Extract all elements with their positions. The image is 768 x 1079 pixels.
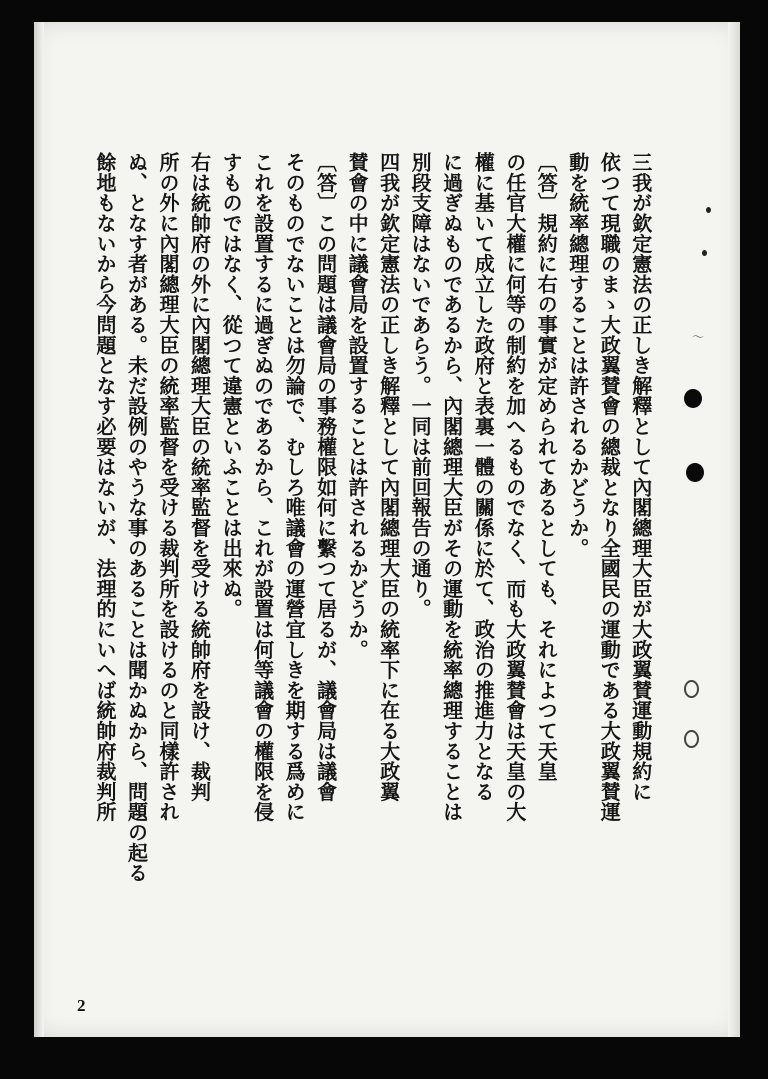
text-column: これを設置するに過ぎぬのであるから、これが設置は何等議會の權限を侵 xyxy=(250,152,275,822)
text-column: 依つて現職のまゝ大政翼賛會の總裁となり全國民の運動である大政翼賛運 xyxy=(597,152,622,822)
text-column: 〔答〕この問題は議會局の事務權限如何に繫つて居るが、議會局は議會 xyxy=(313,152,338,802)
document-page xyxy=(34,22,740,1037)
text-column: 別段支障はないであらう。一同は前回報告の通り。 xyxy=(408,152,433,619)
page-number: 2 xyxy=(77,996,86,1015)
text-column: 〔答〕規約に右の事實が定められてあるとしても、それによつて天皇 xyxy=(534,152,559,782)
text-column: 三我が欽定憲法の正しき解釋として內閣總理大臣が大政翼賛運動規約に xyxy=(628,152,653,802)
text-column: ぬ、となす者がある。未だ設例のやうな事のあることは聞かぬから、問題の起る xyxy=(124,152,149,883)
punch-hole-ring xyxy=(684,680,699,698)
page-edge-left xyxy=(34,22,44,1037)
text-column: 賛會の中に議會局を設置することは許されるかどうか。 xyxy=(345,152,370,660)
text-column: 右は統帥府の外に內閣總理大臣の統率監督を受ける統帥府を設け、裁判 xyxy=(187,152,212,802)
page-edge-right xyxy=(728,22,740,1037)
margin-mark xyxy=(702,250,707,256)
text-column: に過ぎぬものであるから、內閣總理大臣がその運動を統率總理することは xyxy=(439,152,464,822)
margin-mark xyxy=(706,207,711,213)
punch-hole xyxy=(686,463,704,482)
text-column: 四我が欽定憲法の正しき解釋として內閣總理大臣の統率下に在る大政翼 xyxy=(376,152,401,802)
text-column: すものではなく、從つて違憲といふことは出來ぬ。 xyxy=(219,152,244,619)
punch-hole-ring xyxy=(684,730,699,748)
text-column: 所の外に內閣總理大臣の統率監督を受ける裁判所を設けるのと同樣許され xyxy=(156,152,181,822)
text-column: 餘地もないから今問題となす必要はないが、法理的にいへば統帥府裁判所 xyxy=(93,152,117,822)
text-column: そのものでないことは勿論で、むしろ唯議會の運營宜しきを期する爲めに xyxy=(282,152,307,822)
margin-scribble: 〜 xyxy=(692,330,705,344)
text-column: 權に基いて成立した政府と表裏一體の關係に於て、政治の推進力となる xyxy=(471,152,496,802)
vertical-text-body xyxy=(94,152,654,1012)
text-column: の任官大權に何等の制約を加へるものでなく、而も大政翼賛會は天皇の大 xyxy=(502,152,527,822)
punch-hole xyxy=(684,389,702,408)
text-column: 動を統率總理することは許されるかどうか。 xyxy=(565,152,590,558)
